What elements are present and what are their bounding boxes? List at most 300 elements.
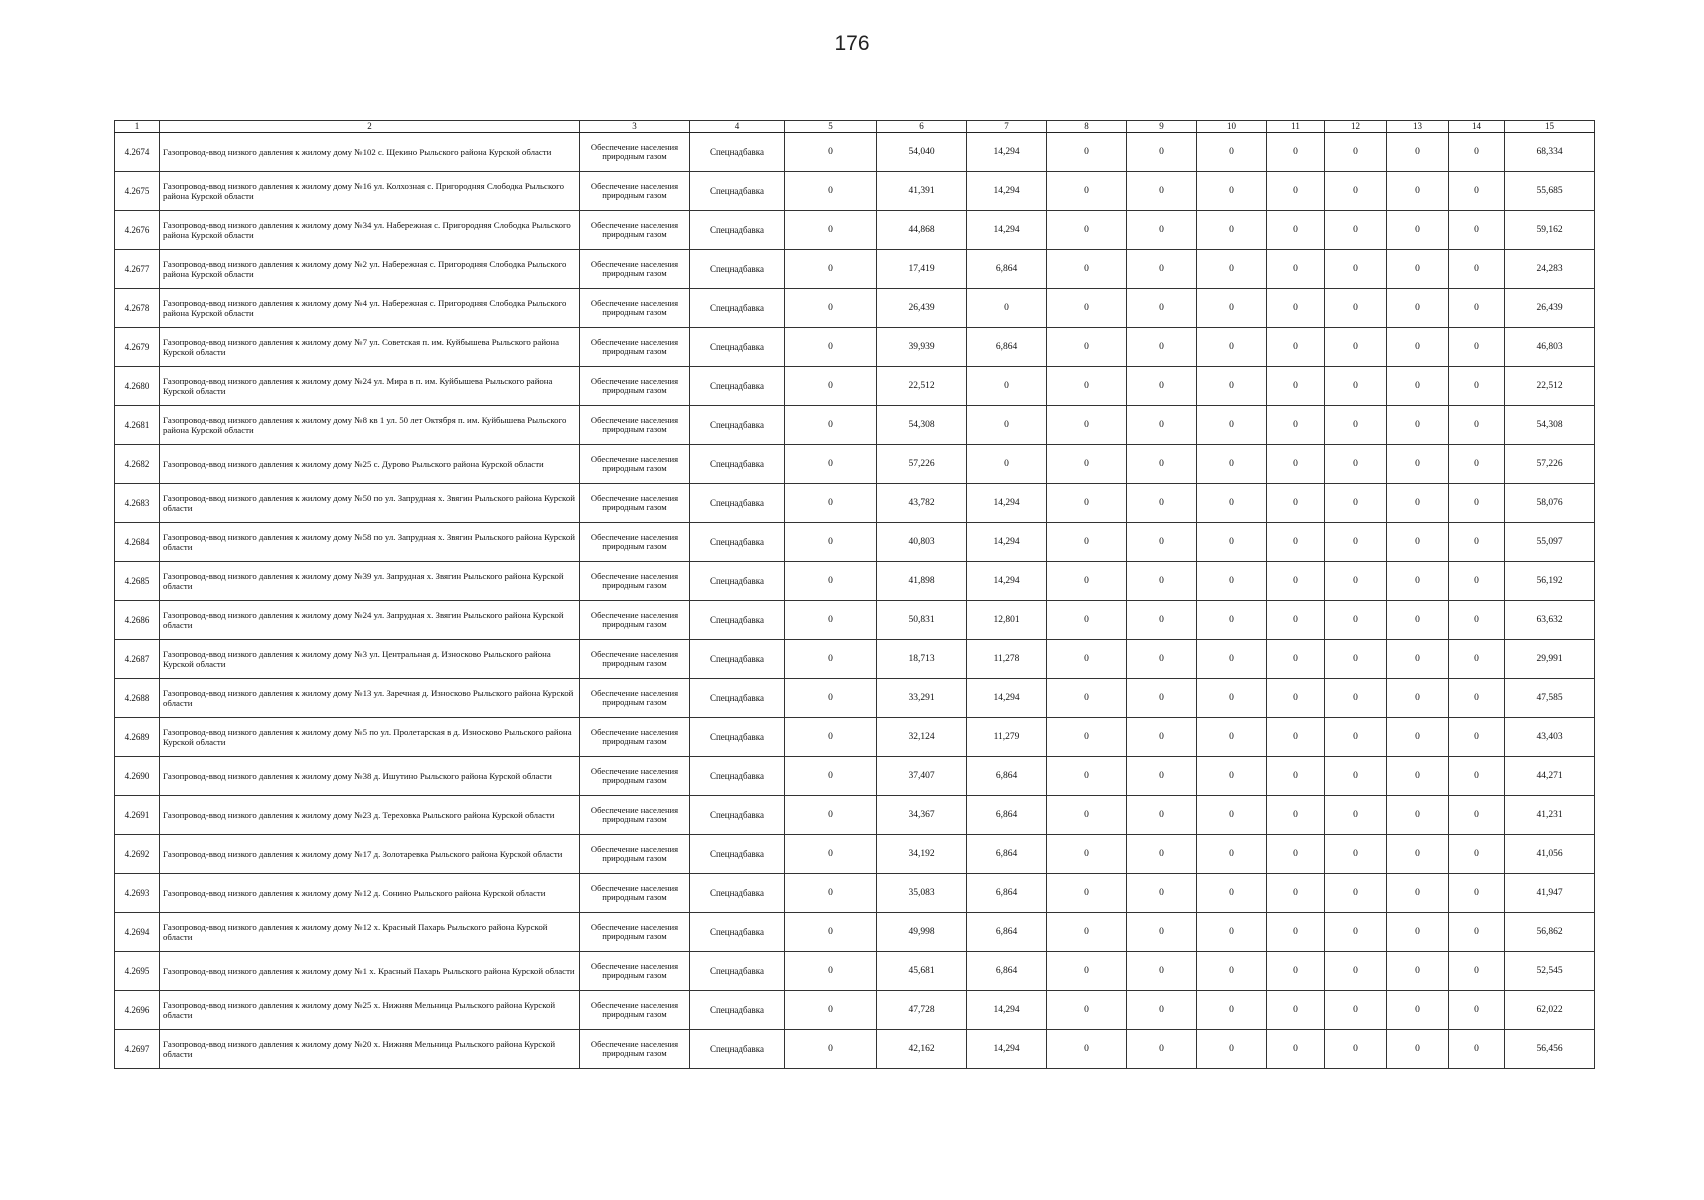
cell-desc: Газопровод-ввод низкого давления к жилому дому №12 д. Сонино Рыльского района Курской области [160, 874, 580, 913]
cell-c7: 14,294 [967, 172, 1047, 211]
cell-c8: 0 [1047, 172, 1127, 211]
cell-c5: 0 [785, 601, 877, 640]
cell-c11: 0 [1267, 796, 1325, 835]
cell-c6: 41,898 [877, 562, 967, 601]
cell-c10: 0 [1197, 835, 1267, 874]
cell-c11: 0 [1267, 367, 1325, 406]
cell-type: Спецнадбавка [690, 523, 785, 562]
cell-c9: 0 [1127, 679, 1197, 718]
cell-c6: 49,998 [877, 913, 967, 952]
cell-c5: 0 [785, 718, 877, 757]
cell-c7: 14,294 [967, 1030, 1047, 1069]
cell-type: Спецнадбавка [690, 601, 785, 640]
cell-purpose: Обеспечение населения природным газом [580, 718, 690, 757]
cell-c7: 6,864 [967, 874, 1047, 913]
cell-purpose: Обеспечение населения природным газом [580, 484, 690, 523]
cell-c5: 0 [785, 757, 877, 796]
investment-table [114, 120, 1595, 1069]
cell-desc: Газопровод-ввод низкого давления к жилому дому №2 ул. Набережная с. Пригородняя Слободка Рыльского района Курской области [160, 250, 580, 289]
cell-c9: 0 [1127, 367, 1197, 406]
cell-c5: 0 [785, 913, 877, 952]
cell-c8: 0 [1047, 445, 1127, 484]
cell-c10: 0 [1197, 718, 1267, 757]
cell-c11: 0 [1267, 913, 1325, 952]
table-header-row [115, 121, 1595, 133]
cell-desc: Газопровод-ввод низкого давления к жилому дому №13 ул. Заречная д. Износково Рыльского района Курской области [160, 679, 580, 718]
cell-c14: 0 [1449, 601, 1505, 640]
cell-c9: 0 [1127, 250, 1197, 289]
cell-code: 4.2697 [115, 1030, 160, 1069]
cell-c12: 0 [1325, 367, 1387, 406]
cell-c9: 0 [1127, 601, 1197, 640]
cell-c5: 0 [785, 952, 877, 991]
cell-code: 4.2688 [115, 679, 160, 718]
cell-c12: 0 [1325, 250, 1387, 289]
cell-c11: 0 [1267, 601, 1325, 640]
cell-desc: Газопровод-ввод низкого давления к жилому дому №23 д. Тереховка Рыльского района Курской области [160, 796, 580, 835]
cell-c8: 0 [1047, 796, 1127, 835]
cell-c9: 0 [1127, 523, 1197, 562]
cell-c8: 0 [1047, 640, 1127, 679]
cell-purpose: Обеспечение населения природным газом [580, 406, 690, 445]
cell-purpose: Обеспечение населения природным газом [580, 874, 690, 913]
cell-c6: 39,939 [877, 328, 967, 367]
cell-code: 4.2679 [115, 328, 160, 367]
cell-type: Спецнадбавка [690, 484, 785, 523]
cell-c14: 0 [1449, 1030, 1505, 1069]
cell-c11: 0 [1267, 523, 1325, 562]
cell-c13: 0 [1387, 718, 1449, 757]
cell-desc: Газопровод-ввод низкого давления к жилому дому №24 ул. Мира в п. им. Куйбышева Рыльского района Курской области [160, 367, 580, 406]
cell-c10: 0 [1197, 484, 1267, 523]
cell-c6: 41,391 [877, 172, 967, 211]
cell-c15: 55,097 [1505, 523, 1595, 562]
cell-c15: 46,803 [1505, 328, 1595, 367]
cell-c5: 0 [785, 328, 877, 367]
cell-c15: 56,862 [1505, 913, 1595, 952]
cell-c9: 0 [1127, 172, 1197, 211]
cell-c8: 0 [1047, 601, 1127, 640]
cell-c9: 0 [1127, 640, 1197, 679]
cell-desc: Газопровод-ввод низкого давления к жилому дому №3 ул. Центральная д. Износково Рыльского района Курской области [160, 640, 580, 679]
cell-c11: 0 [1267, 289, 1325, 328]
table-row [115, 991, 1595, 1030]
cell-c12: 0 [1325, 523, 1387, 562]
cell-c6: 42,162 [877, 1030, 967, 1069]
table-row [115, 445, 1595, 484]
cell-c6: 47,728 [877, 991, 967, 1030]
cell-c6: 43,782 [877, 484, 967, 523]
cell-purpose: Обеспечение населения природным газом [580, 289, 690, 328]
cell-c14: 0 [1449, 172, 1505, 211]
cell-type: Спецнадбавка [690, 874, 785, 913]
cell-purpose: Обеспечение населения природным газом [580, 328, 690, 367]
cell-c5: 0 [785, 445, 877, 484]
cell-c12: 0 [1325, 640, 1387, 679]
cell-c10: 0 [1197, 757, 1267, 796]
cell-c5: 0 [785, 523, 877, 562]
cell-c5: 0 [785, 250, 877, 289]
cell-code: 4.2675 [115, 172, 160, 211]
cell-type: Спецнадбавка [690, 250, 785, 289]
cell-type: Спецнадбавка [690, 991, 785, 1030]
cell-purpose: Обеспечение населения природным газом [580, 991, 690, 1030]
cell-c12: 0 [1325, 1030, 1387, 1069]
cell-c13: 0 [1387, 367, 1449, 406]
cell-c11: 0 [1267, 991, 1325, 1030]
cell-c15: 55,685 [1505, 172, 1595, 211]
cell-desc: Газопровод-ввод низкого давления к жилому дому №16 ул. Колхозная с. Пригородняя Слободка Рыльского района Курской области [160, 172, 580, 211]
cell-c5: 0 [785, 874, 877, 913]
cell-c10: 0 [1197, 289, 1267, 328]
cell-code: 4.2683 [115, 484, 160, 523]
cell-c7: 14,294 [967, 991, 1047, 1030]
cell-purpose: Обеспечение населения природным газом [580, 523, 690, 562]
column-header-2: 2 [160, 121, 580, 133]
cell-c14: 0 [1449, 445, 1505, 484]
cell-type: Спецнадбавка [690, 211, 785, 250]
cell-c13: 0 [1387, 640, 1449, 679]
cell-c14: 0 [1449, 328, 1505, 367]
cell-c11: 0 [1267, 328, 1325, 367]
cell-c9: 0 [1127, 757, 1197, 796]
cell-c6: 50,831 [877, 601, 967, 640]
cell-c13: 0 [1387, 484, 1449, 523]
cell-c5: 0 [785, 679, 877, 718]
cell-purpose: Обеспечение населения природным газом [580, 679, 690, 718]
cell-c5: 0 [785, 835, 877, 874]
cell-c15: 56,192 [1505, 562, 1595, 601]
cell-c10: 0 [1197, 913, 1267, 952]
cell-c14: 0 [1449, 718, 1505, 757]
cell-c14: 0 [1449, 952, 1505, 991]
page-number: 176 [834, 32, 870, 55]
table-row [115, 679, 1595, 718]
cell-c14: 0 [1449, 913, 1505, 952]
cell-c11: 0 [1267, 640, 1325, 679]
cell-c12: 0 [1325, 328, 1387, 367]
cell-desc: Газопровод-ввод низкого давления к жилому дому №34 ул. Набережная с. Пригородняя Слободка Рыльского района Курской области [160, 211, 580, 250]
table-row [115, 718, 1595, 757]
cell-type: Спецнадбавка [690, 172, 785, 211]
cell-purpose: Обеспечение населения природным газом [580, 601, 690, 640]
cell-c11: 0 [1267, 835, 1325, 874]
cell-c14: 0 [1449, 679, 1505, 718]
cell-c5: 0 [785, 1030, 877, 1069]
table-row [115, 601, 1595, 640]
cell-c6: 34,192 [877, 835, 967, 874]
cell-c13: 0 [1387, 757, 1449, 796]
cell-c15: 52,545 [1505, 952, 1595, 991]
cell-c12: 0 [1325, 484, 1387, 523]
cell-c9: 0 [1127, 289, 1197, 328]
cell-c10: 0 [1197, 952, 1267, 991]
cell-c13: 0 [1387, 250, 1449, 289]
cell-c13: 0 [1387, 874, 1449, 913]
cell-c6: 54,040 [877, 133, 967, 172]
cell-code: 4.2678 [115, 289, 160, 328]
cell-purpose: Обеспечение населения природным газом [580, 172, 690, 211]
cell-c6: 33,291 [877, 679, 967, 718]
table-row [115, 211, 1595, 250]
cell-c7: 0 [967, 445, 1047, 484]
cell-c7: 14,294 [967, 562, 1047, 601]
cell-c10: 0 [1197, 796, 1267, 835]
cell-c13: 0 [1387, 133, 1449, 172]
cell-c7: 14,294 [967, 211, 1047, 250]
cell-type: Спецнадбавка [690, 133, 785, 172]
table-row [115, 562, 1595, 601]
cell-c6: 44,868 [877, 211, 967, 250]
cell-c10: 0 [1197, 367, 1267, 406]
cell-purpose: Обеспечение населения природным газом [580, 1030, 690, 1069]
cell-c12: 0 [1325, 133, 1387, 172]
cell-type: Спецнадбавка [690, 289, 785, 328]
cell-c8: 0 [1047, 211, 1127, 250]
table-row [115, 835, 1595, 874]
cell-c10: 0 [1197, 445, 1267, 484]
cell-c7: 0 [967, 367, 1047, 406]
cell-code: 4.2687 [115, 640, 160, 679]
cell-c8: 0 [1047, 367, 1127, 406]
cell-c7: 6,864 [967, 796, 1047, 835]
cell-c8: 0 [1047, 133, 1127, 172]
cell-code: 4.2689 [115, 718, 160, 757]
cell-c11: 0 [1267, 250, 1325, 289]
cell-c8: 0 [1047, 718, 1127, 757]
cell-c14: 0 [1449, 289, 1505, 328]
cell-c10: 0 [1197, 640, 1267, 679]
cell-c14: 0 [1449, 523, 1505, 562]
cell-c10: 0 [1197, 1030, 1267, 1069]
column-header-11: 11 [1267, 121, 1325, 133]
cell-c13: 0 [1387, 289, 1449, 328]
cell-purpose: Обеспечение населения природным газом [580, 562, 690, 601]
column-header-1: 1 [115, 121, 160, 133]
cell-code: 4.2696 [115, 991, 160, 1030]
cell-c6: 35,083 [877, 874, 967, 913]
cell-desc: Газопровод-ввод низкого давления к жилому дому №20 х. Нижняя Мельница Рыльского района Курской области [160, 1030, 580, 1069]
cell-type: Спецнадбавка [690, 445, 785, 484]
cell-c10: 0 [1197, 328, 1267, 367]
cell-c7: 6,864 [967, 913, 1047, 952]
cell-c6: 45,681 [877, 952, 967, 991]
table-row [115, 796, 1595, 835]
cell-c9: 0 [1127, 133, 1197, 172]
cell-c15: 62,022 [1505, 991, 1595, 1030]
cell-c13: 0 [1387, 1030, 1449, 1069]
cell-c6: 22,512 [877, 367, 967, 406]
cell-c14: 0 [1449, 211, 1505, 250]
cell-c5: 0 [785, 133, 877, 172]
cell-c8: 0 [1047, 952, 1127, 991]
cell-desc: Газопровод-ввод низкого давления к жилому дому №12 х. Красный Пахарь Рыльского района Курской области [160, 913, 580, 952]
cell-c11: 0 [1267, 679, 1325, 718]
cell-c5: 0 [785, 484, 877, 523]
cell-c14: 0 [1449, 484, 1505, 523]
cell-code: 4.2684 [115, 523, 160, 562]
cell-desc: Газопровод-ввод низкого давления к жилому дому №39 ул. Запрудная х. Звягин Рыльского района Курской области [160, 562, 580, 601]
cell-c7: 11,279 [967, 718, 1047, 757]
cell-type: Спецнадбавка [690, 796, 785, 835]
cell-purpose: Обеспечение населения природным газом [580, 133, 690, 172]
cell-c11: 0 [1267, 874, 1325, 913]
cell-c14: 0 [1449, 133, 1505, 172]
cell-c9: 0 [1127, 1030, 1197, 1069]
cell-c14: 0 [1449, 991, 1505, 1030]
cell-c10: 0 [1197, 991, 1267, 1030]
cell-code: 4.2693 [115, 874, 160, 913]
cell-c14: 0 [1449, 562, 1505, 601]
cell-type: Спецнадбавка [690, 328, 785, 367]
cell-c10: 0 [1197, 562, 1267, 601]
cell-c15: 58,076 [1505, 484, 1595, 523]
column-header-12: 12 [1325, 121, 1387, 133]
cell-c9: 0 [1127, 328, 1197, 367]
cell-c11: 0 [1267, 1030, 1325, 1069]
cell-c7: 11,278 [967, 640, 1047, 679]
cell-c14: 0 [1449, 367, 1505, 406]
cell-c10: 0 [1197, 601, 1267, 640]
cell-c5: 0 [785, 367, 877, 406]
cell-code: 4.2682 [115, 445, 160, 484]
cell-c13: 0 [1387, 913, 1449, 952]
cell-c11: 0 [1267, 406, 1325, 445]
cell-desc: Газопровод-ввод низкого давления к жилому дому №8 кв 1 ул. 50 лет Октября п. им. Куйбышева Рыльского района Курской области [160, 406, 580, 445]
cell-c12: 0 [1325, 406, 1387, 445]
cell-purpose: Обеспечение населения природным газом [580, 796, 690, 835]
cell-desc: Газопровод-ввод низкого давления к жилому дому №25 с. Дурово Рыльского района Курской области [160, 445, 580, 484]
cell-purpose: Обеспечение населения природным газом [580, 250, 690, 289]
cell-c13: 0 [1387, 952, 1449, 991]
table-row [115, 250, 1595, 289]
cell-c11: 0 [1267, 562, 1325, 601]
cell-c8: 0 [1047, 523, 1127, 562]
cell-type: Спецнадбавка [690, 367, 785, 406]
cell-c6: 34,367 [877, 796, 967, 835]
cell-c14: 0 [1449, 835, 1505, 874]
column-header-9: 9 [1127, 121, 1197, 133]
cell-c8: 0 [1047, 562, 1127, 601]
cell-c11: 0 [1267, 718, 1325, 757]
column-header-14: 14 [1449, 121, 1505, 133]
column-header-3: 3 [580, 121, 690, 133]
cell-c14: 0 [1449, 640, 1505, 679]
cell-c9: 0 [1127, 913, 1197, 952]
cell-c6: 26,439 [877, 289, 967, 328]
cell-desc: Газопровод-ввод низкого давления к жилому дому №102 с. Щекино Рыльского района Курской области [160, 133, 580, 172]
cell-c15: 68,334 [1505, 133, 1595, 172]
cell-desc: Газопровод-ввод низкого давления к жилому дому №50 по ул. Запрудная х. Звягин Рыльского района Курской области [160, 484, 580, 523]
cell-c9: 0 [1127, 562, 1197, 601]
cell-c9: 0 [1127, 835, 1197, 874]
cell-c11: 0 [1267, 484, 1325, 523]
cell-c8: 0 [1047, 1030, 1127, 1069]
cell-c8: 0 [1047, 250, 1127, 289]
cell-c13: 0 [1387, 796, 1449, 835]
cell-purpose: Обеспечение населения природным газом [580, 640, 690, 679]
cell-c12: 0 [1325, 757, 1387, 796]
table-row [115, 523, 1595, 562]
cell-c6: 32,124 [877, 718, 967, 757]
table-row [115, 874, 1595, 913]
table-row [115, 406, 1595, 445]
cell-c7: 6,864 [967, 250, 1047, 289]
column-header-13: 13 [1387, 121, 1449, 133]
cell-c9: 0 [1127, 991, 1197, 1030]
cell-c10: 0 [1197, 406, 1267, 445]
cell-c13: 0 [1387, 562, 1449, 601]
cell-desc: Газопровод-ввод низкого давления к жилому дому №38 д. Ишутино Рыльского района Курской области [160, 757, 580, 796]
cell-desc: Газопровод-ввод низкого давления к жилому дому №58 по ул. Запрудная х. Звягин Рыльского района Курской области [160, 523, 580, 562]
table-row [115, 328, 1595, 367]
cell-c6: 54,308 [877, 406, 967, 445]
cell-code: 4.2674 [115, 133, 160, 172]
cell-c7: 14,294 [967, 523, 1047, 562]
table-row [115, 367, 1595, 406]
cell-c6: 37,407 [877, 757, 967, 796]
cell-c15: 26,439 [1505, 289, 1595, 328]
cell-purpose: Обеспечение населения природным газом [580, 835, 690, 874]
cell-purpose: Обеспечение населения природным газом [580, 913, 690, 952]
table-row [115, 172, 1595, 211]
cell-c12: 0 [1325, 601, 1387, 640]
cell-type: Спецнадбавка [690, 640, 785, 679]
cell-c6: 18,713 [877, 640, 967, 679]
cell-c8: 0 [1047, 406, 1127, 445]
cell-c11: 0 [1267, 445, 1325, 484]
cell-type: Спецнадбавка [690, 913, 785, 952]
cell-c9: 0 [1127, 952, 1197, 991]
cell-c15: 24,283 [1505, 250, 1595, 289]
column-header-8: 8 [1047, 121, 1127, 133]
table-body [115, 133, 1595, 1069]
cell-c9: 0 [1127, 211, 1197, 250]
cell-c12: 0 [1325, 562, 1387, 601]
cell-c13: 0 [1387, 172, 1449, 211]
cell-c8: 0 [1047, 757, 1127, 796]
cell-c12: 0 [1325, 796, 1387, 835]
cell-c12: 0 [1325, 991, 1387, 1030]
cell-c9: 0 [1127, 796, 1197, 835]
cell-c15: 47,585 [1505, 679, 1595, 718]
cell-c14: 0 [1449, 250, 1505, 289]
cell-c15: 22,512 [1505, 367, 1595, 406]
cell-c15: 59,162 [1505, 211, 1595, 250]
cell-c5: 0 [785, 172, 877, 211]
table-row [115, 913, 1595, 952]
cell-c10: 0 [1197, 874, 1267, 913]
table-row [115, 484, 1595, 523]
cell-c9: 0 [1127, 718, 1197, 757]
cell-c14: 0 [1449, 757, 1505, 796]
cell-type: Спецнадбавка [690, 562, 785, 601]
cell-c10: 0 [1197, 250, 1267, 289]
cell-c11: 0 [1267, 952, 1325, 991]
cell-c13: 0 [1387, 328, 1449, 367]
cell-c13: 0 [1387, 523, 1449, 562]
cell-c13: 0 [1387, 211, 1449, 250]
cell-c13: 0 [1387, 445, 1449, 484]
cell-c15: 63,632 [1505, 601, 1595, 640]
cell-c5: 0 [785, 289, 877, 328]
cell-c11: 0 [1267, 757, 1325, 796]
cell-c12: 0 [1325, 172, 1387, 211]
cell-c15: 44,271 [1505, 757, 1595, 796]
cell-c10: 0 [1197, 679, 1267, 718]
cell-c12: 0 [1325, 445, 1387, 484]
cell-c12: 0 [1325, 874, 1387, 913]
